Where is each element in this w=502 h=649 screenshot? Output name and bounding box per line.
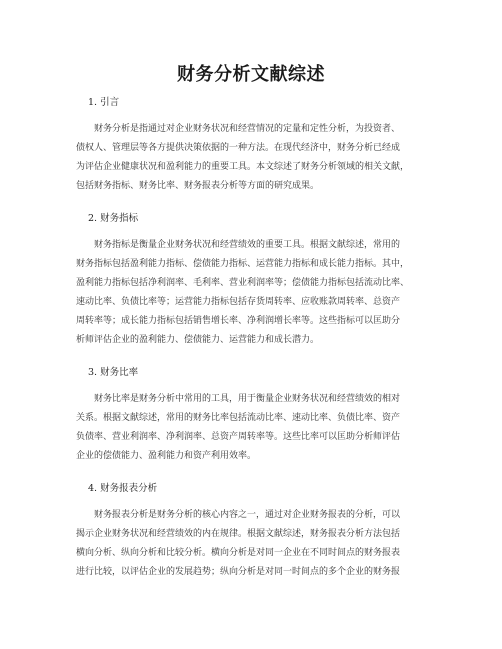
section-financial-indicators: [76, 212, 436, 350]
section-financial-ratios: [76, 366, 436, 466]
section-heading: 4. 财务报表分析: [88, 483, 158, 494]
section-heading: 3. 财务比率: [88, 367, 139, 378]
section-statement-analysis: [76, 482, 436, 582]
section-paragraph: 财务分析是指通过对企业财务状况和经营情况的定量和定性分析，为投资者、 债权人、管理层等各方提供决策依据的一种方法。在现代经济中，财务分析已经成 为评估企业健康状况和盈利能力的重要工具。本文综述了财务分析领域的相关文献， 包括财务指标、财务比率、财务报表分析等方面的研究成果。: [76, 124, 410, 191]
section-heading: 2. 财务指标: [88, 213, 139, 224]
section-paragraph: 财务比率是财务分析中常用的工具，用于衡量企业财务状况和经营绩效的相对 关系。根据文献综述，常用的财务比率包括流动比率、速动比率、负债比率、资产 负债率、营业利润率、净利润率、总资产周转率等。这些比率可以匡助分析师评估 企业的偿债能力、盈利能力和资产利用效率。: [76, 394, 401, 461]
document-title: 财务分析文献综述: [177, 64, 325, 85]
document-body: [76, 96, 436, 598]
section-paragraph: 财务指标是衡量企业财务状况和经营绩效的重要工具。根据文献综述，常用的 财务指标包括盈利能力指标、偿债能力指标、运营能力指标和成长能力指标。其中， 盈利能力指标包括净利润率、毛利率、营业利润率等；偿债能力指标包括流动比率、 速动比率、负债比率等；运营能力指标包括存货周转率、应收账款周转率、总资产 周转率等；成长能力指标包括销售增长率、净利润增长率等。这些指标可以匡助分 析师评估企业的盈利能力、偿债能力、运营能力和成长潜力。: [76, 240, 410, 345]
section-paragraph: 财务报表分析是财务分析的核心内容之一，通过对企业财务报表的分析，可以 揭示企业财务状况和经营绩效的内在规律。根据文献综述，财务报表分析方法包括 横向分析、纵向分析和比较分析。横向分析是对同一企业在不同时间点的财务报表 进行比较，以评估企业的发展趋势；纵向分析是对同一时间点的多个企业的财务报: [76, 510, 401, 577]
section-heading: 1. 引言: [88, 97, 120, 108]
section-introduction: [76, 96, 436, 196]
